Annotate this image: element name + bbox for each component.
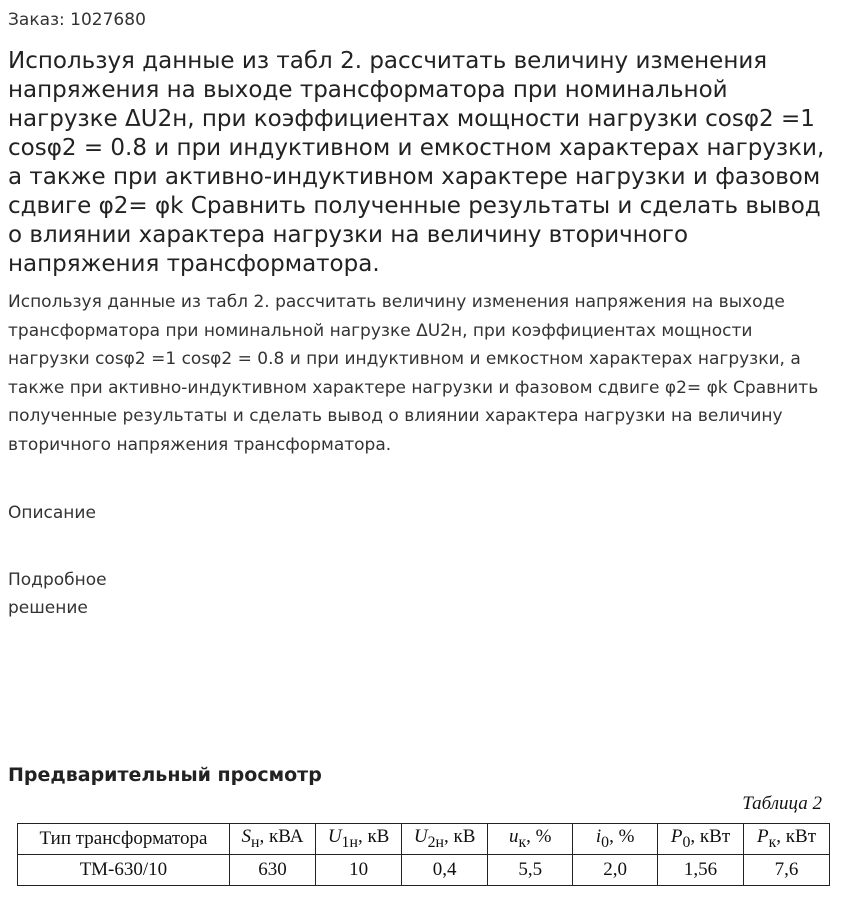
header-unit: , кВт [690,826,731,848]
table-header-row [18,824,830,855]
header-secondary-voltage [402,824,488,855]
header-unit: , кВ [357,826,390,848]
header-symbol: P [670,826,683,848]
header-subscript: к [518,833,527,851]
header-no-load-current [573,824,658,855]
header-unit: , кВА [259,826,304,848]
cell-secondary-voltage: 0,4 [402,855,488,886]
header-primary-voltage [316,824,402,855]
description-label: Описание [8,503,96,523]
cell-short-circuit-voltage: 5,5 [488,855,573,886]
header-unit: , кВ [444,826,476,848]
task-heading: Используя данные из табл 2. рассчитать величину изменения напряжения на выходе трансформатора при номинальной нагрузке ΔU2н, при коэффициентах мощности нагрузки cosφ2 =1 cosφ2 = 0.8 и при индуктивном и емкостном характерах нагрузки, а также при активно-индуктивном характере нагрузки и фазовом сдвиге φ2= φk Сравнить полученные результаты и сделать вывод о влиянии характера нагрузки на величину вторичного напряжения трансформатора. [8,48,825,277]
table-caption: Таблица 2 [742,793,822,814]
preview-title: Предварительный просмотр [8,764,322,786]
header-subscript: 1н [341,833,358,851]
cell-no-load-current: 2,0 [573,855,658,886]
header-symbol: P [756,826,769,848]
header-unit: , % [526,826,552,848]
header-symbol: U [327,826,342,848]
cell-primary-voltage: 10 [316,855,402,886]
header-symbol: i [595,826,602,848]
header-unit: , % [609,826,635,848]
table-row [18,855,830,886]
cell-rated-power: 630 [229,855,315,886]
header-rated-power [229,824,315,855]
task-description: Используя данные из табл 2. рассчитать величину изменения напряжения на выходе трансформатора при номинальной нагрузке ΔU2н, при коэффициентах мощности нагрузки cosφ2 =1 cosφ2 = 0.8 и при индуктивном и емкостном характерах нагрузки, а также при активно-индуктивном характере нагрузки и фазовом сдвиге φ2= φk Сравнить полученные результаты и сделать вывод о влиянии характера нагрузки на величину вторичного напряжения трансформатора. [8,292,819,455]
header-subscript: 0 [601,833,610,851]
header-short-circuit-voltage [488,824,573,855]
header-symbol: u [508,826,519,848]
header-subscript: 0 [682,833,691,851]
cell-short-circuit-losses: 7,6 [744,855,830,886]
detailed-solution-label: Подробное решение [8,570,107,618]
cell-transformer-type: ТМ-630/10 [18,855,230,886]
header-transformer-type [18,824,230,855]
header-label: Тип трансформатора [39,828,208,849]
header-symbol: S [241,826,252,848]
header-symbol: U [413,826,428,848]
header-subscript: 2н [427,833,445,851]
transformer-spec-table [17,823,830,886]
header-unit: , кВт [776,826,817,848]
header-no-load-losses [658,824,744,855]
order-number: Заказ: 1027680 [8,10,146,30]
header-short-circuit-losses [744,824,830,855]
header-subscript: к [768,833,777,851]
header-subscript: н [251,833,260,851]
cell-no-load-losses: 1,56 [658,855,744,886]
